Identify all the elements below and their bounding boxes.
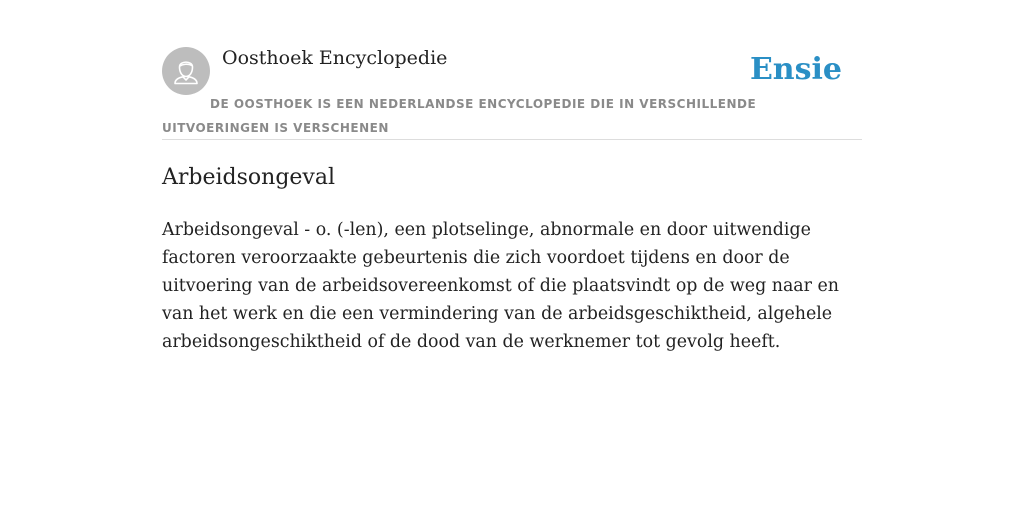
brand-logo[interactable]: Ensie bbox=[749, 52, 842, 87]
site-name[interactable]: Oosthoek Encyclopedie bbox=[222, 47, 448, 69]
user-silhouette-icon bbox=[162, 47, 210, 95]
avatar[interactable] bbox=[162, 47, 210, 95]
site-tagline: DE OOSTHOEK IS EEN NEDERLANDSE ENCYCLOPEDIE DIE IN VERSCHILLENDE UITVOERINGEN IS VERSCHENEN bbox=[162, 97, 757, 135]
page-header bbox=[162, 46, 862, 140]
article-body: Arbeidsongeval - o. (-len), een plotselinge, abnormale en door uitwendige factoren veroorzaakte gebeurtenis die zich voordoet tijdens en door de uitvoering van de arbeidsovereenkomst of die plaatsvindt op de weg naar en van het werk en die een vermindering van de arbeidsgeschiktheid, algehele arbeidsongeschiktheid of de dood van de werknemer tot gevolg heeft. bbox=[162, 220, 840, 352]
article-title: Arbeidsongeval bbox=[162, 165, 336, 190]
